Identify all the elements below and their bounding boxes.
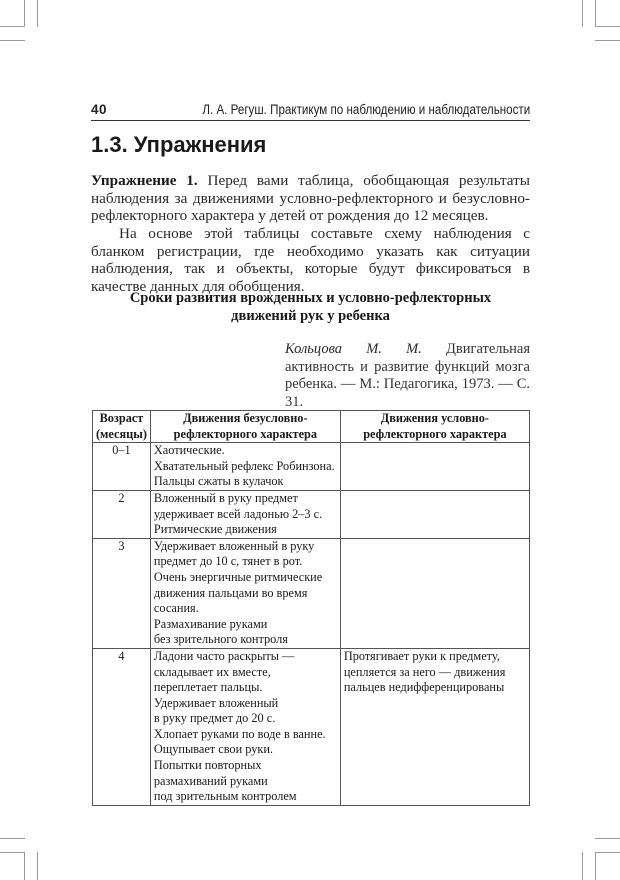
crop-mark xyxy=(24,0,25,27)
crop-mark xyxy=(582,852,583,880)
exercise-label: Упражнение 1. xyxy=(91,172,198,189)
cell-unconditioned: Вложенный в руку предмет удерживает всей ладонью 2–3 с. Ритмические движения xyxy=(150,490,340,538)
crop-mark xyxy=(0,838,25,839)
exercise-paragraph xyxy=(91,172,530,225)
cell-age: 2 xyxy=(93,490,151,538)
crop-mark xyxy=(24,852,25,880)
header-unconditioned: Движения безусловно- рефлекторного характера xyxy=(150,411,340,443)
crop-mark xyxy=(595,852,596,880)
crop-mark xyxy=(595,852,620,853)
table-row xyxy=(93,490,530,538)
crop-mark xyxy=(37,852,38,880)
header-age: Возраст (месяцы) xyxy=(93,411,151,443)
table-title-line: движений рук у ребенка xyxy=(231,307,390,324)
running-head xyxy=(91,101,530,121)
table-title xyxy=(91,290,530,325)
section-title: 1.3. Упражнения xyxy=(91,132,267,157)
exercise-instruction: На основе этой таблицы составьте схему наблюдения с бланком регистрации, где необходимо указать как ситуации наблюдения, так и объекты, которые будут фиксироваться в качестве данных для обобщения. xyxy=(91,225,530,295)
crop-mark xyxy=(0,26,25,27)
cell-conditioned xyxy=(340,490,529,538)
citation-author: Кольцова М. М. xyxy=(285,341,422,357)
crop-mark xyxy=(37,0,38,27)
cell-conditioned xyxy=(340,538,529,648)
table-row xyxy=(93,648,530,805)
crop-mark xyxy=(595,26,620,27)
crop-mark xyxy=(595,0,596,27)
crop-mark xyxy=(595,838,620,839)
cell-unconditioned: Удерживает вложенный в руку предмет до 10 с, тянет в рот. Очень энергичные ритмические движения пальцами во время сосания. Размахивание руками без зрительного контроля xyxy=(150,538,340,648)
page-number: 40 xyxy=(91,102,108,117)
crop-mark xyxy=(595,40,620,41)
cell-age: 4 xyxy=(93,648,151,805)
crop-mark xyxy=(0,852,25,853)
exercise-text: Перед вами таблица, обобщающая результаты наблюдения за движениями условно-рефлекторного и безусловно-рефлекторного характера у детей от рождения до 12 месяцев. xyxy=(91,172,530,225)
cell-age: 3 xyxy=(93,538,151,648)
table-row xyxy=(93,538,530,648)
citation-text: Двигательная активность и развитие функций мозга ребенка. — М.: Педагогика, 1973. — С. 31. xyxy=(285,341,530,410)
header-conditioned: Движения условно- рефлекторного характера xyxy=(340,411,529,443)
cell-conditioned xyxy=(340,443,529,491)
development-table xyxy=(92,410,530,806)
cell-conditioned: Протягивает руки к предмету, цепляется за него — движения пальцев недифференцированы xyxy=(340,648,529,805)
cell-age: 0–1 xyxy=(93,443,151,491)
cell-unconditioned: Хаотические. Хватательный рефлекс Робинзона. Пальцы сжаты в кулачок xyxy=(150,443,340,491)
cell-unconditioned: Ладони часто раскрыты — складывает их вместе, переплетает пальцы. Удерживает вложенный в руку предмет до 20 с. Хлопает руками по воде в ванне. Ощупывает свои руки. Попытки повторных размахиваний руками под зрительным контролем xyxy=(150,648,340,805)
table-header-row xyxy=(93,411,530,443)
table-title-line: Сроки развития врожденных и условно-рефлекторных xyxy=(129,290,492,306)
crop-mark xyxy=(582,0,583,27)
book-title: Л. А. Регуш. Практикум по наблюдению и наблюдательности xyxy=(202,102,530,117)
crop-mark xyxy=(0,40,25,41)
citation xyxy=(285,341,530,411)
table-row xyxy=(93,443,530,491)
table-body xyxy=(93,443,530,806)
